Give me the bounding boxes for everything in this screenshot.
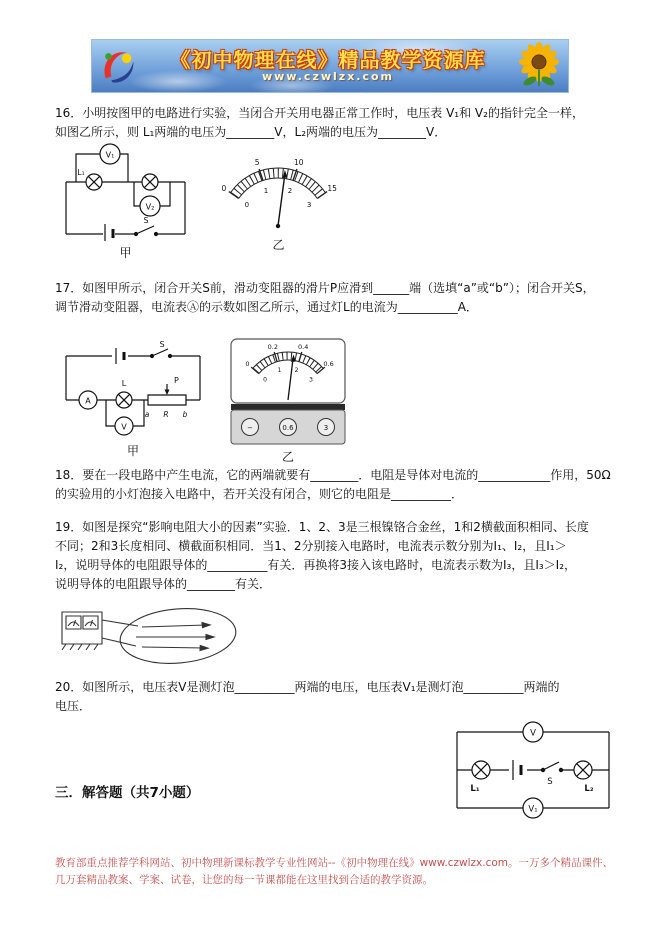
site-logo-icon [97,44,141,88]
q17-battery-icon [116,348,124,364]
q16-circuit-diagram [58,142,193,242]
q16-voltmeter2-label: V₂ [145,202,155,212]
q17-line2: 调节滑动变阻器，电流表Ⓐ的示数如图乙所示，通过灯L的电流为__________A． [55,300,478,314]
question-20 [55,678,615,716]
q16-fig-left-label: 甲 [119,246,132,260]
q20-voltmeter-v-label: V [530,728,536,739]
q19-test-wires [136,623,214,651]
q16-dial-inner-numbers [245,187,312,209]
q16-fig-right-label: 乙 [272,238,285,252]
q16-battery-icon [105,224,113,241]
q16-meter-column [211,142,346,253]
q20-lamp1-icon [472,761,490,779]
q17-rheostat-label: R [163,410,169,419]
q18-line2: 的实验用的小灯泡接入电路中，若开关没有闭合，则它的电阻是__________． [55,487,464,501]
svg-text:15: 15 [327,184,337,193]
q20-lamp2-icon [574,761,592,779]
q19-line2: 不同；2和3长度相同、横截面积相同．当1、2分别接入电路时，电流表示数分别为I₁、I₂，且I₁＞ [55,539,567,553]
q17-circuit-diagram [58,338,208,440]
q17-ammeter-panel [230,338,346,446]
question-18 [55,466,615,504]
q16-lamp1-icon [86,174,102,190]
q17-ammeter-dial-face [231,339,345,403]
q16-lamp1-label: L₁ [77,168,85,177]
logo-yellow-dot [122,54,132,64]
q16-dial-outer-numbers [222,158,338,193]
q20-line2: 电压． [55,699,92,713]
q19-line1: 19．如图是探究“影响电阻大小的因素”实验．1、2、3是三根镍铬合金丝，1和2横截面积相同、长度 [55,520,589,534]
page-footer [55,855,615,889]
q20-line1: 20．如图所示，电压表V是测灯泡__________两端的电压，电压表V₁是测灯泡__________两端的 [55,680,560,694]
sunflower-center [532,55,546,69]
svg-text:3: 3 [309,376,313,384]
q17-terminal-b-label: b [182,410,188,419]
q20-lamp1-label: L₁ [470,784,480,794]
q16-circuit-column [58,142,193,261]
q17-terminal-a-label: a [144,410,150,419]
q19-line4: 说明导体的电阻跟导体的________有关． [55,577,272,591]
q20-voltmeter-v1-label: V₁ [528,804,538,815]
q16-line2: 如图乙所示，则 L₁两端的电压为________V，L₂两端的电压为________V． [55,125,447,139]
q17-lamp-label: L [121,379,127,388]
q16-line1: 16．小明按图甲的电路进行实验，当闭合开关用电器正常工作时，电压表 V₁和 V₂的指针完全一样， [55,106,584,120]
svg-text:0.6: 0.6 [323,360,334,368]
q19-apparatus-box [62,612,102,650]
q17-terminals [242,419,335,436]
banner-text [146,49,510,83]
q20-lamp2-label: L₂ [584,784,594,794]
logo-green-dot [105,53,112,60]
question-19 [55,518,615,594]
svg-text:0: 0 [263,376,267,384]
q17-slider-label: P [174,376,179,385]
q16-voltmeter1-label: V₁ [105,150,115,160]
svg-text:1: 1 [263,187,269,195]
q17-terminal-06-label: 0.6 [282,424,294,432]
svg-text:0.2: 0.2 [267,343,278,351]
q17-ammeter-label: A [85,396,91,406]
question-16 [55,104,615,142]
q17-switch-label: S [159,340,165,349]
q16-dial-scale [229,168,327,198]
svg-text:0: 0 [221,184,227,193]
svg-text:5: 5 [254,158,260,167]
q17-figures [58,338,346,465]
q17-fig-left-label: 甲 [126,444,139,458]
footer-line2: 几万套精品教案、学案、试卷，让您的每一节课都能在这里找到合适的教学资源。 [55,874,433,886]
q17-switch-icon [150,349,171,358]
q16-lamp2-icon [142,174,158,190]
svg-text:1: 1 [277,367,282,374]
footer-line1: 教育部重点推荐学科网站、初中物理新课标教学专业性网站--《初中物理在线》www.czwlzx.com。一万多个精品课件、 [55,857,613,869]
sunflower-icon [515,42,563,90]
banner-title: 《初中物理在线》精品教学资源库 [170,47,486,72]
svg-text:2: 2 [294,367,299,374]
q17-terminal-3-label: 3 [323,424,329,432]
q16-figures [58,142,346,261]
q20-figure [443,716,628,834]
q16-circuit-wires [66,154,185,234]
svg-text:10: 10 [294,158,304,167]
logo-blue-swoosh [111,61,133,82]
q19-wire-loop [118,604,238,668]
q16-voltmeter-dial [211,142,346,234]
q17-circuit-column [58,338,208,459]
question-17 [55,279,615,317]
q18-line1: 18．要在一段电路中产生电流，它的两端就要有________．电阻是导体对电流的____________作用，50Ω [55,468,611,482]
q17-panel-strip [231,404,345,410]
svg-text:0: 0 [244,201,250,209]
q19-experiment-diagram [58,596,243,671]
svg-text:2: 2 [287,187,293,195]
q17-lamp-icon [116,392,132,408]
q20-switch-label: S [547,777,553,787]
svg-text:0.4: 0.4 [298,343,309,351]
q16-switch-icon [134,226,157,236]
svg-text:3: 3 [306,201,312,209]
svg-text:0: 0 [245,360,250,368]
q17-line1: 17．如图甲所示，闭合开关S前，滑动变阻器的滑片P应滑到______端（选填“a”或“b”）；闭合开关S， [55,281,595,295]
banner-url: www.czwlzx.com [261,69,395,83]
q19-figure [58,596,243,671]
section-3-header: 三．解答题（共7小题） [55,785,200,801]
q17-rheostat-icon [148,384,186,405]
q17-meter-column [230,338,346,465]
q16-switch-label: S [143,216,149,225]
q17-voltmeter-label: V [121,422,127,432]
q20-battery-icon [509,760,527,780]
q19-line3: I₂，说明导体的电阻跟导体的__________有关．再换将3接入该电路时，电流表示数为I₃，且I₃＞I₂， [55,558,577,572]
q20-switch-icon [541,762,562,773]
q17-fig-right-label: 乙 [281,450,294,464]
q20-circuit-diagram [443,716,628,834]
site-banner [92,40,568,92]
q17-terminal-neg-label: − [247,424,253,432]
